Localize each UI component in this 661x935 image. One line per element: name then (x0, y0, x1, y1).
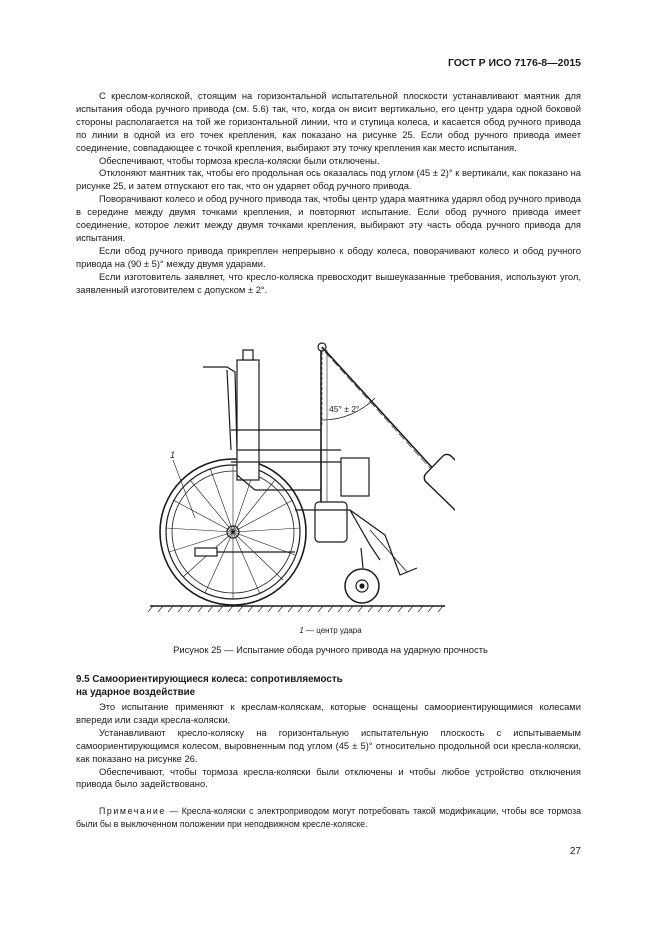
paragraph: С креслом-коляской, стоящим на горизонтальной испытательной плоскости устанавливают маятник для испытания обода ручного привода (см. 5.6) так, что, когда он висит вертикально, его центр удара одной боковой стороны располагается на той же горизонтальной линии, что и ступица колеса, и касается обод ручного привода по линии в одной из его точек крепления, как показано на рисунке 25. Если обод ручного привода имеет соединение, совпадающее с точкой крепления, выбирают эту точку крепления как место испытания. (76, 90, 581, 153)
paragraph: Устанавливают кресло-коляску на горизонтальную испытательную плоскость с испытываемым самоориентирующимся колесом, выровненным под углом (45 ± 5)° относительно продольной оси кресла-коляски, как показано на рисунке 26. (76, 726, 581, 764)
paragraph: Если обод ручного привода прикреплен непрерывно к ободу колеса, поворачивают колесо и обод ручного привода на (90 ± 5)° между двумя ударами. (76, 244, 581, 269)
rear-wheel (160, 459, 306, 605)
paragraph: Обеспечивают, чтобы тормоза кресла-коляски были отключены. (99, 154, 380, 166)
paragraph: Отклоняют маятник так, чтобы его продольная ось оказалась под углом (45 ± 2)° к вертикали, как показано на рисунке 25, и затем отпускают его так, что он ударяет обод ручного привода. (76, 167, 581, 192)
paragraph: Если изготовитель заявляет, что кресло-коляска превосходит вышеуказанные требования, используют угол, заявленный изготовителем с допуском ± 2°. (76, 270, 581, 295)
section-heading-line: на ударное воздействие (76, 687, 196, 698)
figure-caption: Рисунок 25 — Испытание обода ручного привода на ударную прочность (173, 644, 488, 655)
figure-legend (0, 626, 661, 635)
page-number: 27 (569, 846, 581, 857)
body-text-bottom (76, 701, 581, 791)
legend-number: 1 (299, 626, 304, 635)
paragraph: Это испытание применяют к креслам-коляскам, которые оснащены самоориентирующимися колесами впереди или сзади кресла-коляски. (76, 701, 581, 725)
ground-hatch (148, 606, 443, 612)
callout-number: 1 (170, 450, 176, 460)
section-heading (76, 673, 581, 699)
document-header: ГОСТ Р ИСО 7176-8—2015 (447, 57, 581, 69)
wheelchair-pendulum-figure (145, 330, 455, 616)
paragraph: Обеспечивают, чтобы тормоза кресла-коляски были отключены и чтобы любое устройство отключения привода было задействовано. (76, 765, 581, 790)
paragraph: Поворачивают колесо и обод ручного привода так, чтобы центр удара маятника ударял обод ручного привода в середине между двумя точками крепления, и повторяют испытание. Если обод ручного привода имеет соединение, которое лежит между двумя точками крепления, выбирают эту часть обода ручного привода для испытания. (76, 193, 581, 243)
section-heading-line: 9.5 Самоориентирующиеся колеса: сопротивляемость (76, 674, 343, 685)
note (76, 805, 581, 830)
body-text-top (76, 90, 581, 297)
note-text: — Кресла-коляски с электроприводом могут потребовать такой модификации, чтобы все тормоза были бы в выключенном положении при неподвижном кресле-коляске. (76, 806, 581, 829)
legend-text: — центр удара (303, 626, 362, 635)
note-heading: Примечание (99, 806, 166, 816)
angle-label: 45° ± 2° (329, 404, 360, 414)
